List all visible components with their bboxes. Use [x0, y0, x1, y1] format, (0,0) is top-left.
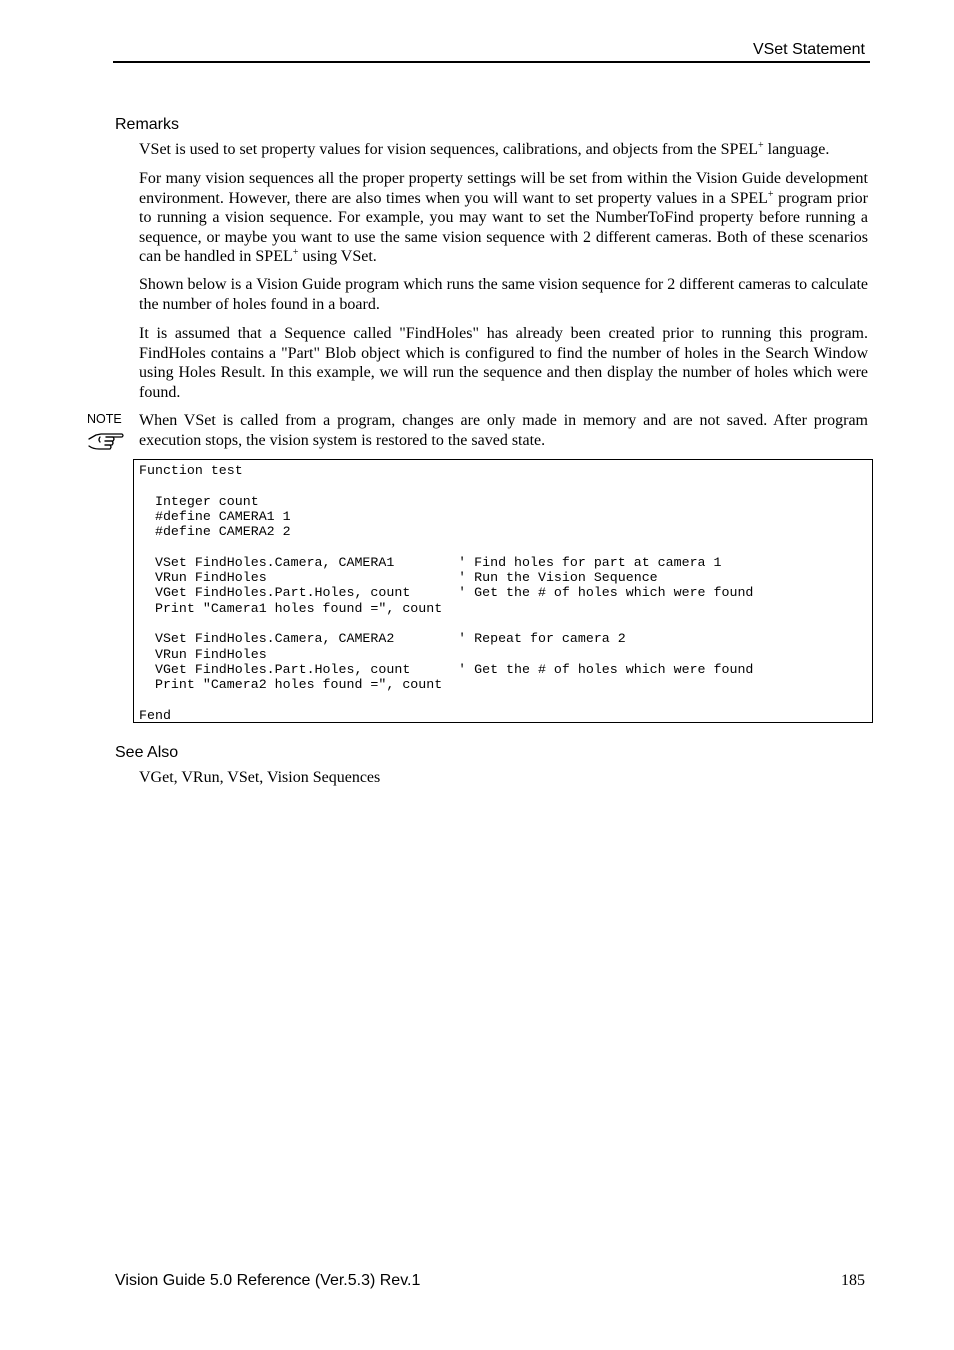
page-number: 185 [841, 1272, 865, 1289]
code-listing [134, 460, 872, 723]
footer-document-title: Vision Guide 5.0 Reference (Ver.5.3) Rev.1 [115, 1272, 421, 1289]
code-line: Fend [139, 707, 171, 723]
code-example-box [133, 459, 873, 723]
superscript-plus: + [757, 140, 764, 151]
code-line: Print "Camera2 holes found =", count [139, 677, 443, 693]
code-line: Print "Camera1 holes found =", count [139, 600, 443, 616]
remarks-paragraph-2 [139, 169, 868, 267]
remarks-p2-text-a: For many vision sequences all the proper property settings will be set from within the Vision Guide development environment. However, there are also times when you will want to set property values in a SPEL [139, 170, 868, 207]
remarks-p1-text-end: language. [763, 141, 830, 158]
code-line: VGet FindHoles.Part.Holes, count ' Get the # of holes which were found [139, 661, 754, 677]
remarks-p2-text-c: using VSet. [298, 248, 377, 265]
see-also-text: VGet, VRun, VSet, Vision Sequences [139, 769, 381, 786]
remarks-heading: Remarks [115, 116, 180, 133]
remarks-p2-text-b: program prior to running a vision sequence. For example, you may want to set the NumberToFind property before running a sequence, or maybe you want to use the same vision sequence with 2 different cameras. Both of these scenarios can be handled in SPEL [139, 189, 868, 265]
code-line: #define CAMERA1 1 [139, 508, 291, 524]
code-line: VRun FindHoles ' Run the Vision Sequence [139, 570, 658, 586]
remarks-paragraph-1 [139, 140, 868, 160]
remarks-paragraph-3: Shown below is a Vision Guide program which runs the same vision sequence for 2 different cameras to calculate the number of holes found in a board. [139, 276, 868, 313]
superscript-plus: + [292, 247, 299, 258]
note-text: When VSet is called from a program, changes are only made in memory and are not saved. After program execution stops, the vision system is restored to the saved state. [139, 412, 868, 449]
header-title: VSet Statement [752, 41, 865, 58]
code-line: VSet FindHoles.Camera, CAMERA2 ' Repeat for camera 2 [139, 631, 626, 647]
note-label: NOTE [87, 412, 122, 426]
pointing-hand-icon [87, 430, 125, 454]
superscript-plus: + [767, 188, 774, 200]
remarks-paragraph-4: It is assumed that a Sequence called "FindHoles" has already been created prior to running this program. FindHoles contains a "Part" Blob object which is configured to find the number of holes in the Search Window using Holes Result. In this example, we will run the sequence and then display the number of holes which were found. [139, 325, 868, 401]
code-line: VRun FindHoles [139, 646, 267, 662]
code-line: Integer count [139, 493, 259, 509]
see-also-heading: See Also [115, 744, 179, 761]
code-line: VGet FindHoles.Part.Holes, count ' Get the # of holes which were found [139, 585, 754, 601]
code-line: VSet FindHoles.Camera, CAMERA1 ' Find holes for part at camera 1 [139, 554, 722, 570]
remarks-p1-text: VSet is used to set property values for vision sequences, calibrations, and objects from the SPEL [139, 141, 758, 158]
header-rule [113, 61, 870, 63]
code-line: #define CAMERA2 2 [139, 524, 291, 540]
code-line: Function test [139, 463, 243, 478]
